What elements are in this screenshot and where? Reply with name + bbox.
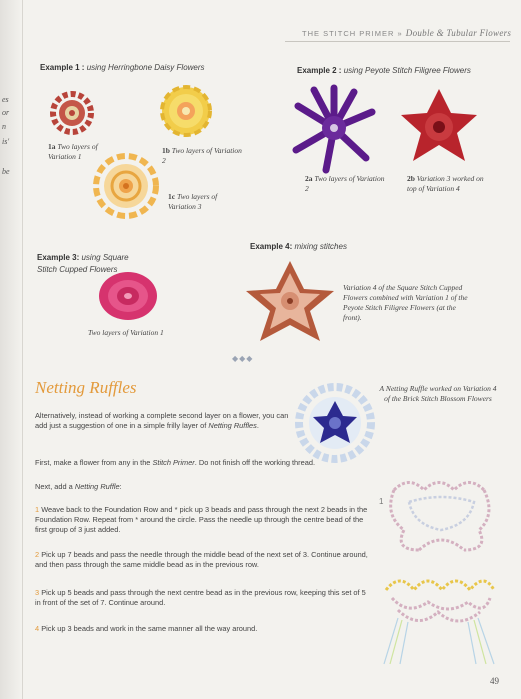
next-paragraph: Next, add a Netting Ruffle: bbox=[35, 482, 122, 491]
flower-2a-image bbox=[285, 82, 383, 174]
caption-3: Two layers of Variation 1 bbox=[88, 328, 164, 337]
caption-2b: 2b Variation 3 worked on top of Variation 4 bbox=[407, 174, 484, 193]
step-2: 2 Pick up 7 beads and pass the needle through the middle bead of the next set of 3. Continue around, and then pass through the same middle bead as in the previous row. bbox=[35, 550, 368, 569]
flower-2b-image bbox=[393, 84, 485, 170]
caption-1b: 1b Two layers of Variation 2 bbox=[162, 146, 242, 165]
header-label: THE STITCH PRIMER bbox=[302, 29, 395, 38]
running-header bbox=[302, 28, 511, 38]
section-divider: ◆◆◆ bbox=[232, 354, 254, 363]
caption-1a: 1a Two layers of Variation 1 bbox=[48, 142, 98, 161]
flower-3-image bbox=[95, 268, 161, 324]
first-paragraph: First, make a flower from any in the Stitch Primer. Do not finish off the working thread. bbox=[35, 458, 316, 467]
diagram-step-label: 1 bbox=[379, 497, 384, 506]
example-2-title: Example 2 : using Peyote Stitch Filigree Flowers bbox=[297, 66, 471, 75]
ruffle-flower-image bbox=[290, 383, 380, 463]
spine-fragment: is' bbox=[2, 137, 10, 146]
spine-fragment: be bbox=[2, 167, 10, 176]
flower-4-image bbox=[240, 257, 340, 345]
flower-1b-image bbox=[157, 82, 215, 140]
example-3-title: Example 3: using Square Stitch Cupped Flowers bbox=[37, 253, 129, 274]
netting-diagram-bottom bbox=[378, 568, 500, 668]
header-section: Double & Tubular Flowers bbox=[405, 28, 512, 38]
example-1-title: Example 1 : using Herringbone Daisy Flowers bbox=[40, 63, 205, 72]
spine-fragment: or bbox=[2, 108, 10, 117]
ruffle-caption: A Netting Ruffle worked on Variation 4 of the Brick Stitch Blossom Flowers bbox=[379, 384, 497, 403]
spine-fragment: n bbox=[2, 122, 6, 131]
flower-1c-image bbox=[91, 152, 161, 220]
caption-4: Variation 4 of the Square Stitch Cupped Flowers combined with Variation 1 of the Peyote Stitch Filigree Flowers (at the front). bbox=[343, 283, 468, 322]
section-title: Netting Ruffles bbox=[35, 378, 137, 397]
caption-1c: 1c Two layers of Variation 3 bbox=[168, 192, 218, 211]
caption-2a: 2a Two layers of Variation 2 bbox=[305, 174, 385, 193]
page-spine bbox=[0, 0, 23, 699]
step-4: 4 Pick up 3 beads and work in the same manner all the way around. bbox=[35, 624, 258, 633]
page-number: 49 bbox=[490, 676, 499, 686]
step-1: 1 Weave back to the Foundation Row and * pick up 3 beads and pass through the next 2 beads in the Foundation Row. Repeat from * around the circle. Pass the needle up through the centre bead of the first group of 3 just added. bbox=[35, 505, 368, 534]
example-4-title: Example 4: mixing stitches bbox=[250, 242, 347, 251]
header-separator: » bbox=[397, 29, 403, 38]
spine-fragment: es bbox=[2, 95, 9, 104]
step-3: 3 Pick up 5 beads and pass through the next centre bead as in the previous row, keeping this set of 5 in front of the set of 7. Continue around. bbox=[35, 588, 366, 607]
flower-1a-image bbox=[44, 88, 100, 138]
header-rule bbox=[285, 41, 510, 42]
intro-paragraph: Alternatively, instead of working a complete second layer on a flower, you can add just a suggestion of one in a simple frilly layer of Netting Ruffles. bbox=[35, 411, 289, 430]
netting-diagram-top bbox=[384, 470, 499, 560]
